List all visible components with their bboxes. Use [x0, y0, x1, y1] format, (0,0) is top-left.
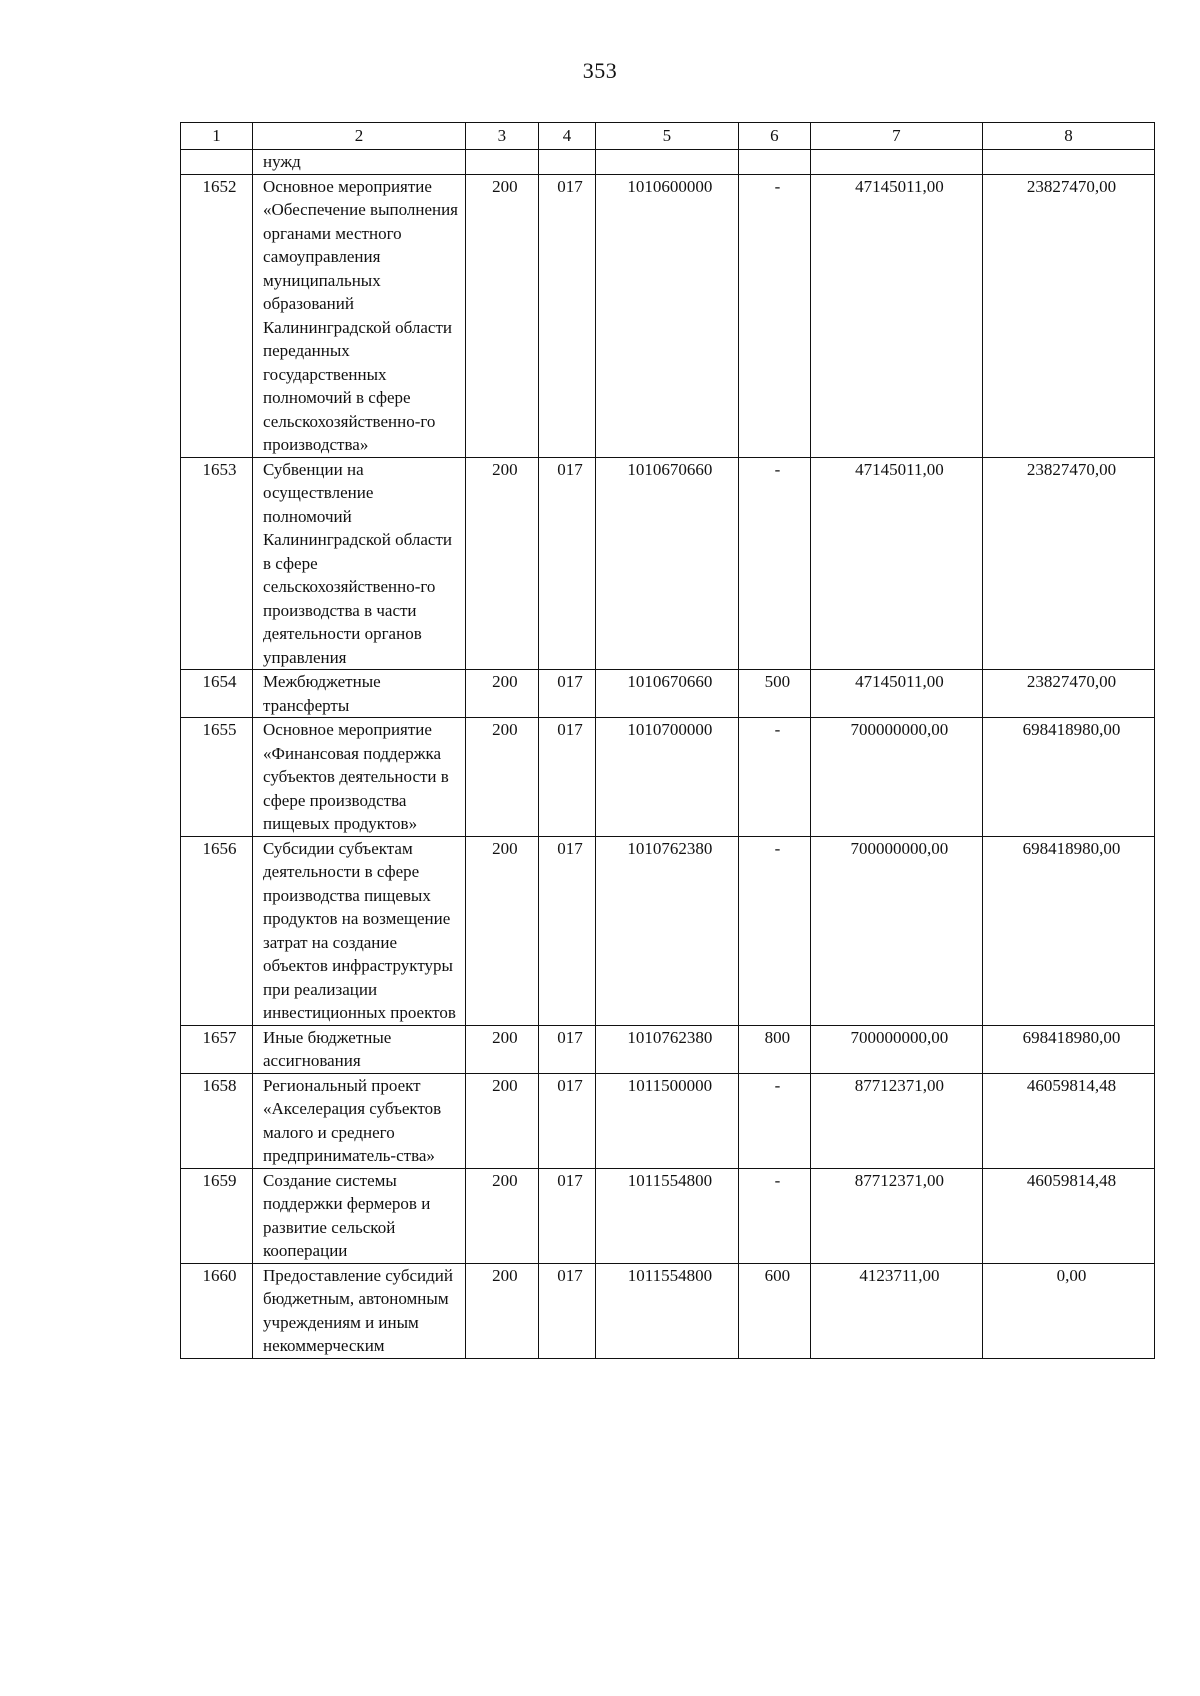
cell-col4: 017 — [538, 1263, 595, 1358]
cell-name: Иные бюджетные ассигнования — [253, 1025, 466, 1073]
cell-col4: 017 — [538, 670, 595, 718]
table-row — [181, 718, 1155, 837]
cell-num: 1653 — [181, 457, 253, 670]
cell-name: Основное мероприятие «Обеспечение выполнения органами местного самоуправления муниципальных образований Калининградской области переданных государственных полномочий в сфере сельскохозяйственно-го производства» — [253, 174, 466, 457]
cell-col3: 200 — [465, 1025, 538, 1073]
cell-col3: 200 — [465, 718, 538, 837]
cell-col8: 698418980,00 — [982, 836, 1154, 1025]
column-header: 5 — [595, 123, 738, 150]
cell-num: 1660 — [181, 1263, 253, 1358]
cell-col4: 017 — [538, 1025, 595, 1073]
cell-col8 — [982, 150, 1154, 175]
cell-col7 — [810, 150, 982, 175]
cell-col3: 200 — [465, 1263, 538, 1358]
cell-num: 1658 — [181, 1073, 253, 1168]
cell-col4: 017 — [538, 457, 595, 670]
column-header: 1 — [181, 123, 253, 150]
cell-col7: 47145011,00 — [810, 670, 982, 718]
cell-col8: 23827470,00 — [982, 174, 1154, 457]
cell-col3: 200 — [465, 457, 538, 670]
continuation-row — [181, 150, 1155, 175]
column-header: 3 — [465, 123, 538, 150]
cell-col7: 700000000,00 — [810, 1025, 982, 1073]
cell-col7: 47145011,00 — [810, 457, 982, 670]
table-row — [181, 1073, 1155, 1168]
cell-col6: - — [738, 836, 810, 1025]
table-row — [181, 670, 1155, 718]
cell-col6: 500 — [738, 670, 810, 718]
table-row — [181, 457, 1155, 670]
cell-name: Межбюджетные трансферты — [253, 670, 466, 718]
cell-col3: 200 — [465, 174, 538, 457]
cell-name: Предоставление субсидий бюджетным, автономным учреждениям и иным некоммерческим — [253, 1263, 466, 1358]
cell-col5: 1010700000 — [595, 718, 738, 837]
cell-col5 — [595, 150, 738, 175]
cell-col6: - — [738, 1168, 810, 1263]
cell-col3 — [465, 150, 538, 175]
cell-col5: 1010762380 — [595, 1025, 738, 1073]
cell-col3: 200 — [465, 1168, 538, 1263]
table-row — [181, 1168, 1155, 1263]
cell-col4: 017 — [538, 1073, 595, 1168]
cell-col6: - — [738, 174, 810, 457]
cell-num: 1656 — [181, 836, 253, 1025]
cell-col5: 1011500000 — [595, 1073, 738, 1168]
cell-col4: 017 — [538, 836, 595, 1025]
cell-name: Субвенции на осуществление полномочий Калининградской области в сфере сельскохозяйственно-го производства в части деятельности органов управления — [253, 457, 466, 670]
cell-col3: 200 — [465, 1073, 538, 1168]
cell-col6: - — [738, 718, 810, 837]
cell-col6: 600 — [738, 1263, 810, 1358]
cell-col8: 23827470,00 — [982, 670, 1154, 718]
cell-col3: 200 — [465, 670, 538, 718]
cell-col4: 017 — [538, 718, 595, 837]
cell-name: Субсидии субъектам деятельности в сфере производства пищевых продуктов на возмещение затрат на создание объектов инфраструктуры при реализации инвестиционных проектов — [253, 836, 466, 1025]
cell-col8: 46059814,48 — [982, 1168, 1154, 1263]
table-row — [181, 1025, 1155, 1073]
cell-col5: 1010762380 — [595, 836, 738, 1025]
cell-name: Основное мероприятие «Финансовая поддержка субъектов деятельности в сфере производства пищевых продуктов» — [253, 718, 466, 837]
cell-num — [181, 150, 253, 175]
cell-col7: 700000000,00 — [810, 718, 982, 837]
cell-name: Региональный проект «Акселерация субъектов малого и среднего предприниматель-ства» — [253, 1073, 466, 1168]
cell-col5: 1010670660 — [595, 457, 738, 670]
cell-col5: 1010600000 — [595, 174, 738, 457]
column-header: 8 — [982, 123, 1154, 150]
column-header: 4 — [538, 123, 595, 150]
cell-name: Создание системы поддержки фермеров и развитие сельской кооперации — [253, 1168, 466, 1263]
column-header: 6 — [738, 123, 810, 150]
table-row — [181, 174, 1155, 457]
column-number-header-row — [181, 123, 1155, 150]
cell-col8: 23827470,00 — [982, 457, 1154, 670]
column-header: 2 — [253, 123, 466, 150]
cell-col6: 800 — [738, 1025, 810, 1073]
column-header: 7 — [810, 123, 982, 150]
cell-col8: 698418980,00 — [982, 1025, 1154, 1073]
table-row — [181, 836, 1155, 1025]
cell-col7: 87712371,00 — [810, 1168, 982, 1263]
cell-col6: - — [738, 457, 810, 670]
cell-col5: 1011554800 — [595, 1168, 738, 1263]
cell-col6 — [738, 150, 810, 175]
cell-col7: 87712371,00 — [810, 1073, 982, 1168]
page-number: 353 — [582, 58, 618, 83]
cell-col4 — [538, 150, 595, 175]
cell-col5: 1010670660 — [595, 670, 738, 718]
budget-table — [180, 122, 1155, 1359]
cell-col8: 46059814,48 — [982, 1073, 1154, 1168]
cell-num: 1657 — [181, 1025, 253, 1073]
table-row — [181, 1263, 1155, 1358]
cell-num: 1654 — [181, 670, 253, 718]
cell-col8: 698418980,00 — [982, 718, 1154, 837]
cell-col4: 017 — [538, 174, 595, 457]
cell-col3: 200 — [465, 836, 538, 1025]
cell-col6: - — [738, 1073, 810, 1168]
cell-col8: 0,00 — [982, 1263, 1154, 1358]
cell-col7: 4123711,00 — [810, 1263, 982, 1358]
cell-num: 1652 — [181, 174, 253, 457]
cell-col7: 47145011,00 — [810, 174, 982, 457]
cell-col7: 700000000,00 — [810, 836, 982, 1025]
cell-name: нужд — [253, 150, 466, 175]
cell-num: 1659 — [181, 1168, 253, 1263]
cell-num: 1655 — [181, 718, 253, 837]
cell-col4: 017 — [538, 1168, 595, 1263]
cell-col5: 1011554800 — [595, 1263, 738, 1358]
